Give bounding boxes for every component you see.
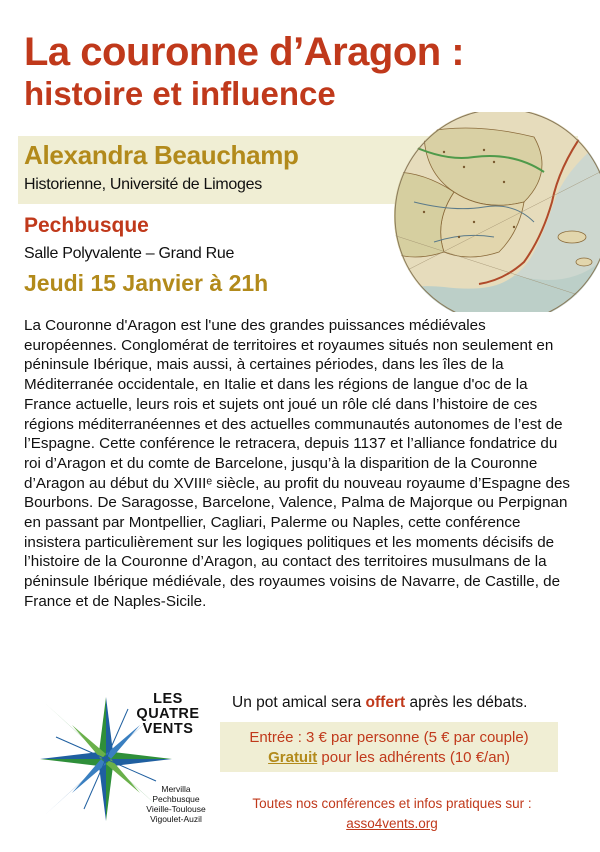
logo-line-3: VENTS — [142, 721, 194, 737]
logo-towns — [136, 784, 216, 824]
gratuit-label: Gratuit — [268, 749, 318, 766]
page-title — [24, 30, 464, 114]
speaker-name: Alexandra Beauchamp — [24, 140, 299, 170]
logo-town: Pechbusque — [152, 794, 200, 804]
title-line-2: histoire et influence — [24, 75, 336, 112]
pot-highlight: offert — [365, 694, 406, 711]
logo-line-1: LES — [153, 691, 183, 707]
description-paragraph: La Couronne d'Aragon est l'une des grandes puissances médiévales européennes. Conglomérat de territoires et royaumes situés non seulement en péninsule Ibérique, mais aussi, à certaines périodes, dans les îles de la Méditerranée occidentale, en Italie et dans les régions de langue d'oc de la France actuelle, leurs rois et sujets ont joué un rôle clé dans l’histoire de ces régions méditerranéennes et des actuelles communautés autonomes de l’est de l’Espagne. Cette conférence le retracera, depuis 1137 et l’alliance fondatrice du roi d’Aragon et du comte de Barcelone, jusqu’à la disparition de la Couronne d’Aragon au début du XVIIIᵉ siècle, au profit du nouveau royaume d’Espagne des Bourbons. De Saragosse, Barcelone, Valence, Palma de Majorque ou Perpignan en passant par Montpellier, Cagliari, Palerme ou Naples, cette conférence insistera particulièrement sur les logiques politiques et les moments décisifs de l’histoire de la Couronne d’Aragon, au contact des territoires musulmans de la péninsule Ibérique médiévale, des royaumes voisins de Navarre, de Castille, de France et de Naples-Sicile. — [24, 317, 571, 610]
footer — [222, 794, 562, 834]
logo-town: Vigoulet-Auzil — [150, 814, 202, 824]
title-line-1: La couronne d’Aragon : — [24, 30, 465, 74]
footer-text: Toutes nos conférences et infos pratiques sur : — [252, 796, 532, 811]
event-date: Jeudi 15 Janvier à 21h — [24, 270, 269, 296]
antique-map-image — [384, 112, 600, 312]
logo-wordmark — [128, 692, 208, 737]
website-link[interactable]: asso4vents.org — [346, 816, 438, 831]
event-city: Pechbusque — [24, 214, 149, 237]
entry-price-line: Entrée : 3 € par personne (5 € par couple) — [249, 729, 529, 746]
member-price-line — [220, 748, 558, 768]
entry-price-box — [220, 722, 558, 772]
pot-text-before: Un pot amical sera — [232, 694, 366, 711]
member-price-rest: pour les adhérents (10 €/an) — [317, 749, 510, 766]
logo-line-2: QUATRE — [136, 706, 200, 722]
logo-town: Vieille-Toulouse — [146, 804, 206, 814]
speaker-affiliation: Historienne, Université de Limoges — [24, 176, 262, 193]
event-venue: Salle Polyvalente – Grand Rue — [24, 245, 235, 262]
pot-amical-notice — [232, 694, 528, 712]
logo-town: Mervilla — [161, 784, 191, 794]
pot-text-after: après les débats. — [405, 694, 528, 711]
